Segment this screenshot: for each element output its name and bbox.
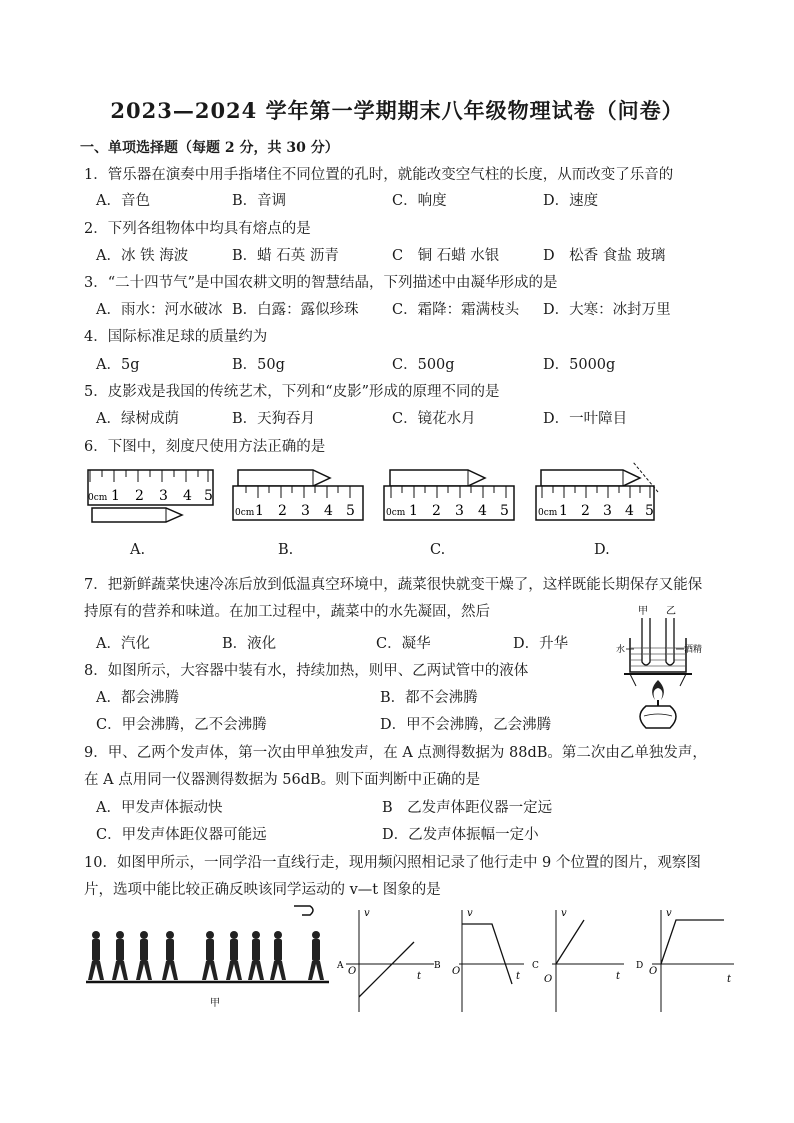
walker-figures	[88, 931, 324, 980]
q6-option-c: C.	[430, 542, 446, 558]
pencil-a	[92, 508, 182, 522]
q8-option-a: A．都会沸腾	[96, 690, 179, 706]
water-label: 水	[616, 645, 626, 655]
ruler-d-tick: 3	[603, 503, 612, 519]
ruler-a-tick: 5	[204, 488, 213, 504]
question-9-stem-line1: 9．甲、乙两个发声体，第一次由甲单独发声，在 A 点测得数据为 88dB。第二次由乙单独发声，	[84, 745, 707, 761]
q3-option-b: B．白露：露似珍珠	[232, 302, 359, 318]
q4-option-c: C．500g	[392, 357, 455, 373]
graph-c-v-label: v	[561, 908, 567, 919]
question-1-stem: 1．管乐器在演奏中用手指堵住不同位置的孔时，就能改变空气柱的长度，从而改变了乐音的	[84, 167, 674, 183]
graph-a-t-label: t	[417, 971, 422, 982]
ruler-d-tick: 2	[581, 503, 590, 519]
walker	[112, 931, 128, 980]
vt-graph-a	[336, 908, 434, 1012]
ruler-c-zero: 0cm	[386, 508, 406, 518]
ruler-figure-c	[384, 470, 514, 520]
test-tube-jia	[642, 618, 650, 665]
graph-a-v-label: v	[364, 908, 370, 919]
boiling-apparatus-figure	[616, 602, 706, 734]
ruler-b-tick: 3	[301, 503, 310, 519]
question-4-stem: 4．国际标准足球的质量约为	[84, 329, 268, 345]
q7-option-d: D．升华	[513, 636, 569, 652]
question-5-stem: 5．皮影戏是我国的传统艺术，下列和“皮影”形成的原理不同的是	[84, 384, 500, 400]
q9-option-a: A．甲发声体振动快	[96, 800, 223, 816]
graph-c-t-label: t	[616, 971, 621, 982]
q1-option-c: C．响度	[392, 193, 447, 209]
flame-icon	[652, 680, 664, 700]
graph-b-origin: O	[452, 966, 461, 977]
question-7-stem-line2: 持原有的营养和味道。在加工过程中，蔬菜中的水先凝固，然后	[84, 604, 490, 620]
ruler-c-tick: 2	[432, 503, 441, 519]
test-tube-yi	[666, 618, 674, 665]
q1-option-a: A．音色	[96, 193, 150, 209]
q7-option-c: C．凝华	[376, 636, 431, 652]
ruler-c-tick: 3	[455, 503, 464, 519]
ruler-c-tick: 1	[409, 503, 418, 519]
question-9-stem-line2: 在 A 点用同一仪器测得数据为 56dB。则下面判断中正确的是	[84, 772, 481, 788]
ruler-d-tick: 5	[645, 503, 654, 519]
q1-option-d: D．速度	[543, 193, 599, 209]
ruler-b-tick: 4	[324, 503, 333, 519]
q4-option-b: B．50g	[232, 357, 285, 373]
graph-c-origin: O	[544, 974, 553, 985]
ruler-figure-b	[233, 470, 363, 520]
ruler-b-tick: 1	[255, 503, 264, 519]
vt-line-a	[359, 942, 414, 997]
q5-option-c: C．镜花水月	[392, 411, 476, 427]
walker	[136, 931, 152, 980]
ruler-figure-d	[536, 462, 658, 520]
ruler-a-tick: 1	[111, 488, 120, 504]
q2-option-d: D 松香 食盐 玻璃	[543, 248, 666, 264]
tube-jia-label: 甲	[638, 606, 648, 617]
ruler-b-tick: 2	[278, 503, 287, 519]
q9-option-d: D．乙发声体振幅一定小	[382, 827, 539, 843]
walker	[248, 931, 264, 980]
graph-b-t-label: t	[516, 971, 521, 982]
q2-option-b: B．蜡 石英 沥青	[232, 248, 339, 264]
ruler-c-tick: 4	[478, 503, 487, 519]
q8-option-c: C．甲会沸腾，乙不会沸腾	[96, 717, 267, 733]
ruler-b-zero: 0cm	[235, 508, 255, 518]
question-7-stem-line1: 7．把新鲜蔬菜快速冷冻后放到低温真空环境中，蔬菜很快就变干燥了，这样既能长期保存又能保	[84, 577, 703, 593]
q8-option-b: B．都不会沸腾	[380, 690, 478, 706]
graph-b-v-label: v	[467, 908, 473, 919]
pencil-c	[390, 470, 485, 486]
pencil-d	[541, 470, 640, 486]
option-d-label: D	[636, 961, 644, 971]
q9-option-c: C．甲发声体距仪器可能远	[96, 827, 267, 843]
question-3-stem: 3．“二十四节气”是中国农耕文明的智慧结晶，下列描述中由凝华形成的是	[84, 275, 558, 291]
walker	[88, 931, 104, 980]
graph-a-origin: O	[348, 966, 357, 977]
beaker	[630, 638, 686, 672]
q3-option-d: D．大寒：冰封万里	[543, 302, 671, 318]
q4-option-d: D．5000g	[543, 357, 616, 373]
q8-option-d: D．甲不会沸腾，乙会沸腾	[380, 717, 552, 733]
q6-option-d: D.	[594, 542, 610, 558]
ruler-c-tick: 5	[500, 503, 509, 519]
q6-option-b: B.	[278, 542, 294, 558]
ruler-figure-a	[88, 470, 213, 522]
graph-d-v-label: v	[666, 908, 672, 919]
q2-option-c: C 铜 石蜡 水银	[392, 248, 500, 264]
vt-line-d	[661, 920, 724, 964]
vt-graph-d	[636, 908, 734, 1012]
section-heading: 一、单项选择题（每题 2 分，共 30 分）	[80, 140, 339, 156]
ruler-b-tick: 5	[346, 503, 355, 519]
pencil-b	[238, 470, 330, 486]
q9-option-b: B 乙发声体距仪器一定远	[382, 800, 553, 816]
ruler-d-tick: 1	[559, 503, 568, 519]
q3-option-a: A．雨水：河水破冰	[96, 302, 223, 318]
q7-option-a: A．汽化	[96, 636, 150, 652]
q5-option-d: D．一叶障目	[543, 411, 628, 427]
vt-line-b	[462, 924, 512, 984]
walker	[270, 931, 286, 980]
walker	[226, 931, 242, 980]
q4-option-a: A．5g	[96, 357, 140, 373]
question-2-stem: 2．下列各组物体中均具有熔点的是	[84, 221, 311, 237]
option-c-label: C	[532, 961, 539, 971]
figure-jia-caption: 甲	[210, 998, 220, 1009]
alcohol-lamp	[640, 706, 676, 728]
option-a-label: A	[337, 961, 344, 971]
q7-option-b: B．液化	[222, 636, 277, 652]
q5-option-b: B．天狗吞月	[232, 411, 316, 427]
ruler-d-tick: 4	[625, 503, 634, 519]
alcohol-label: 酒精	[684, 645, 703, 655]
question-6-stem: 6．下图中，刻度尺使用方法正确的是	[84, 439, 326, 455]
walker	[162, 931, 178, 980]
question-8-stem: 8．如图所示，大容器中装有水，持续加热，则甲、乙两试管中的液体	[84, 663, 529, 679]
motion-figures	[84, 902, 744, 1017]
stroboscopic-photo	[86, 906, 329, 1009]
ruler-a-tick: 3	[159, 488, 168, 504]
vt-graph-c	[532, 908, 624, 1012]
walker	[308, 931, 324, 980]
option-b-label: B	[434, 961, 441, 971]
q6-option-a: A.	[130, 542, 146, 558]
question-10-stem-line2: 片，选项中能比较正确反映该同学运动的 v—t 图象的是	[84, 882, 441, 898]
graph-d-t-label: t	[727, 974, 732, 985]
page-title: 2023—2024 学年第一学期期末八年级物理试卷（问卷）	[110, 98, 684, 123]
walker	[202, 931, 218, 980]
ruler-a-tick: 4	[183, 488, 192, 504]
q5-option-a: A．绿树成荫	[96, 411, 179, 427]
q2-option-a: A．冰 铁 海波	[96, 248, 189, 264]
vt-graph-b	[434, 908, 524, 1012]
graph-d-origin: O	[649, 966, 658, 977]
ruler-figures	[78, 462, 678, 537]
ruler-d-zero: 0cm	[538, 508, 558, 518]
question-10-stem-line1: 10．如图甲所示，一同学沿一直线行走，现用频闪照相记录了他行走中 9 个位置的图片，观察图	[84, 855, 701, 871]
q3-option-c: C．霜降：霜满枝头	[392, 302, 520, 318]
tube-yi-label: 乙	[666, 606, 676, 617]
ruler-a-tick: 2	[135, 488, 144, 504]
direction-arrow-icon	[294, 906, 313, 915]
ruler-a-zero: 0cm	[88, 493, 108, 503]
q1-option-b: B．音调	[232, 193, 287, 209]
vt-line-c	[556, 920, 584, 964]
